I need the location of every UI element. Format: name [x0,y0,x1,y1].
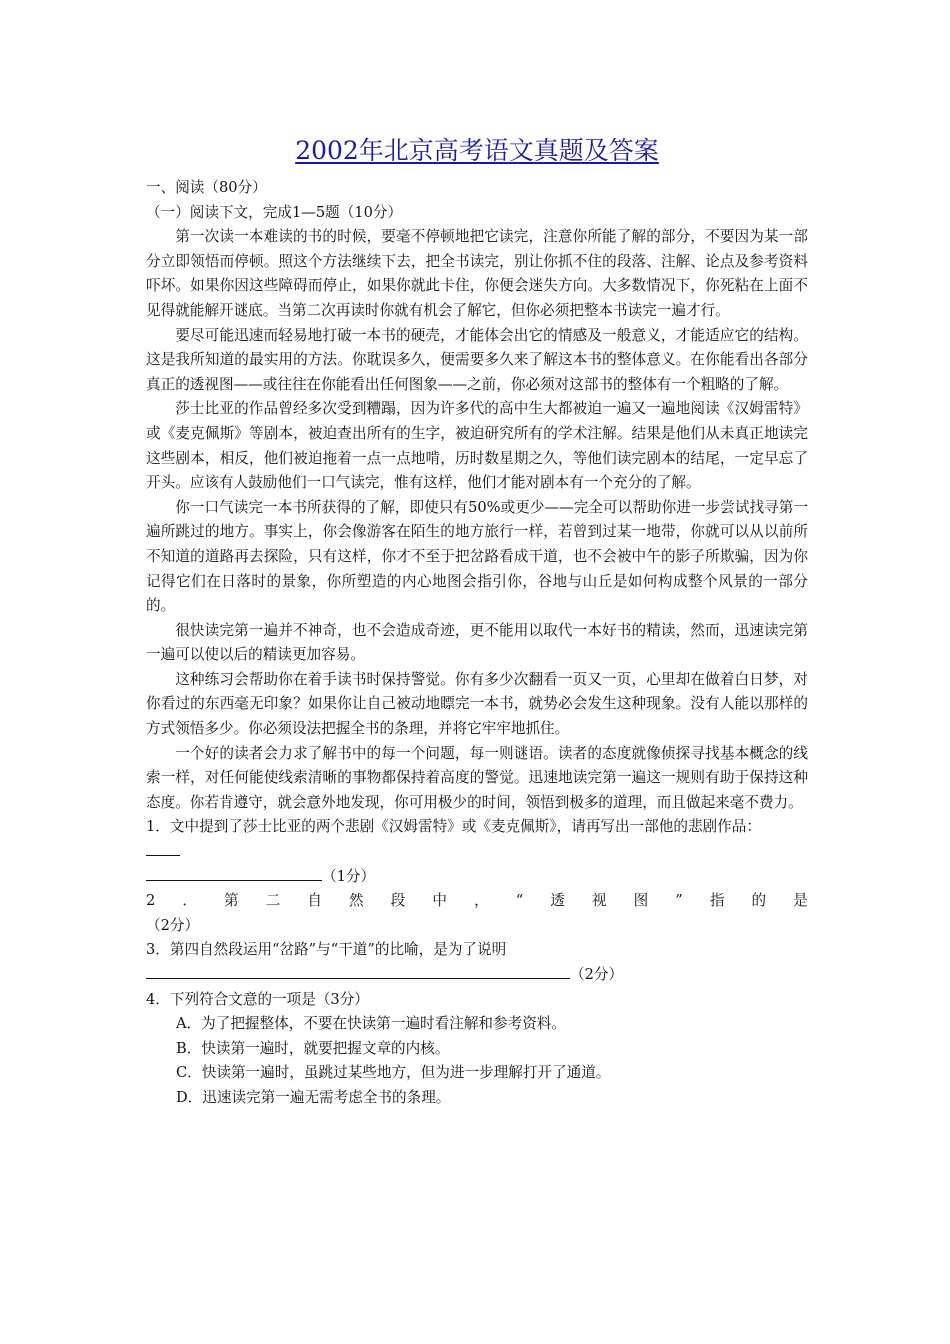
question-1 [146,815,808,889]
question-3-score: （2分） [570,966,624,983]
question-3-text: 3．第四自然段运用“岔路”与“干道”的比喻，是为了说明 [146,941,507,959]
question-2-char: 二 [265,892,281,910]
paragraph-3: 莎士比亚的作品曾经多次受到糟蹋，因为许多代的高中生大都被迫一遍又一遍地阅读《汉姆雷特》或《麦克佩斯》等剧本，被迫查出所有的生字，被迫研究所有的学术注解。结果是他们从未真正地读完这些剧本，相反，他们被迫拖着一点一点地啃，历时数星期之久，等他们读完剧本的结尾，一定早忘了开头。应该有人鼓励他们一口气读完，惟有这样，他们才能对剧本有一个充分的了解。 [146,400,808,492]
question-2-char: 中 [432,892,447,910]
document-title[interactable]: 2002年北京高考语文真题及答案 [295,136,659,165]
paragraph-4: 你一口气读完一本书所获得的了解，即使只有50%或更少——完全可以帮助你进一步尝试找寻第一遍所跳过的地方。事实上，你会像游客在陌生的地方旅行一样，若曾到过某一地带，你就可以从以前所不知道的道路再去探险，只有这样，你才不至于把岔路看成干道，也不会被中午的影子所欺骗，因为你记得它们在日落时的景象，你所塑造的内心地图会指引你，谷地与山丘是如何构成整个风景的一部分的。 [146,498,808,615]
question-1-answer-blank[interactable] [146,866,322,881]
paragraph-1: 第一次读一本难读的书的时候，要毫不停顿地把它读完，注意你所能了解的部分，不要因为某一部分立即领悟而停顿。照这个方法继续下去，把全书读完，别让你抓不住的段落、注解、论点及参考资料吓坏。如果你因这些障碍而停止，如果你就此卡住，你便会迷失方向。大多数情况下，你死粘在上面不见得就能解开谜底。当第二次再读时你就有机会了解它，但你必须把整本书读完一遍才行。 [146,228,808,319]
option-b[interactable]: B．快读第一遍时，就要把握文章的内核。 [176,1039,450,1057]
question-2-char: 段 [390,892,406,910]
question-3-answer-row [146,963,808,988]
question-2 [146,889,808,938]
question-2-score: （2分） [146,916,200,934]
question-1-score: （1分） [322,867,376,885]
question-2-char: 指 [709,892,725,910]
option-d[interactable]: D．迅速读完第一遍无需考虑全书的条理。 [176,1088,451,1106]
paragraph-2: 要尽可能迅速而轻易地打破一本书的硬壳，才能体会出它的情感及一般意义，才能适应它的结构。这是我所知道的最实用的方法。你耽误多久，便需要多久来了解这本书的整体意义。在你能看出各部分真正的透视图——或往往在你能看出任何图象——之前，你必须对这部书的整体有一个粗略的了解。 [146,326,808,393]
question-1-answer-line-a[interactable] [146,840,808,865]
option-a[interactable]: A．为了把握整体，不要在快读第一遍时看注解和参考资料。 [176,1015,566,1033]
paragraph-5: 很快读完第一遍并不神奇，也不会造成奇迹，更不能用以取代一本好书的精读，然而，迅速读完第一遍可以使以后的精读更加容易。 [146,621,808,664]
question-2-char: 自 [307,892,322,910]
paragraph-6: 这种练习会帮助你在着手读书时保持警觉。你有多少次翻看一页又一页，心里却在做着白日梦，对你看过的东西毫无印象？如果你让自己被动地瞟完一本书，就势必会发生这种现象。没有人能以那样的方式领悟多少。你必须设法把握全书的条理，并将它牢牢地抓住。 [146,670,808,738]
document-page [146,134,808,1111]
question-1-text: 1．文中提到了莎士比亚的两个悲剧《汉姆雷特》或《麦克佩斯》，请再写出一部他的悲剧作品： [146,818,761,836]
question-3 [146,938,808,987]
section-heading: 一、阅读（80分） [146,179,267,196]
question-2-char: 2 [146,892,156,910]
question-2-char: 视 [591,892,607,910]
question-2-char: “ [515,892,524,910]
question-1-answer-row [146,865,808,890]
question-2-char: ． [182,892,197,910]
question-2-char: 的 [751,892,767,910]
question-2-char: 图 [633,892,649,910]
question-3-answer-blank[interactable] [146,964,570,979]
question-2-char: 透 [550,892,565,910]
question-2-char: ， [474,892,489,910]
paragraph-7: 一个好的读者会力求了解书中的每一个问题，每一则谜语。读者的态度就像侦探寻找基本概念的线索一样，对任何能使线索清晰的事物都保持着高度的警觉。迅速地读完第一遍这一规则有助于保持这种态度。你若肯遵守，就会意外地发现，你可用极少的时间，领悟到极多的道理，而且做起来毫不费力。 [146,744,808,811]
question-2-text [146,889,808,914]
question-4 [146,988,808,1111]
question-2-char: ” [675,892,683,910]
subsection-heading: （一）阅读下文，完成1—5题（10分） [146,203,403,221]
question-4-text: 4．下列符合文意的一项是（3分） [146,990,369,1008]
question-2-char: 是 [793,892,808,910]
question-2-char: 第 [224,892,239,910]
option-c[interactable]: C．快读第一遍时，虽跳过某些地方，但为进一步理解打开了通道。 [176,1064,611,1082]
question-2-char: 然 [349,892,364,910]
